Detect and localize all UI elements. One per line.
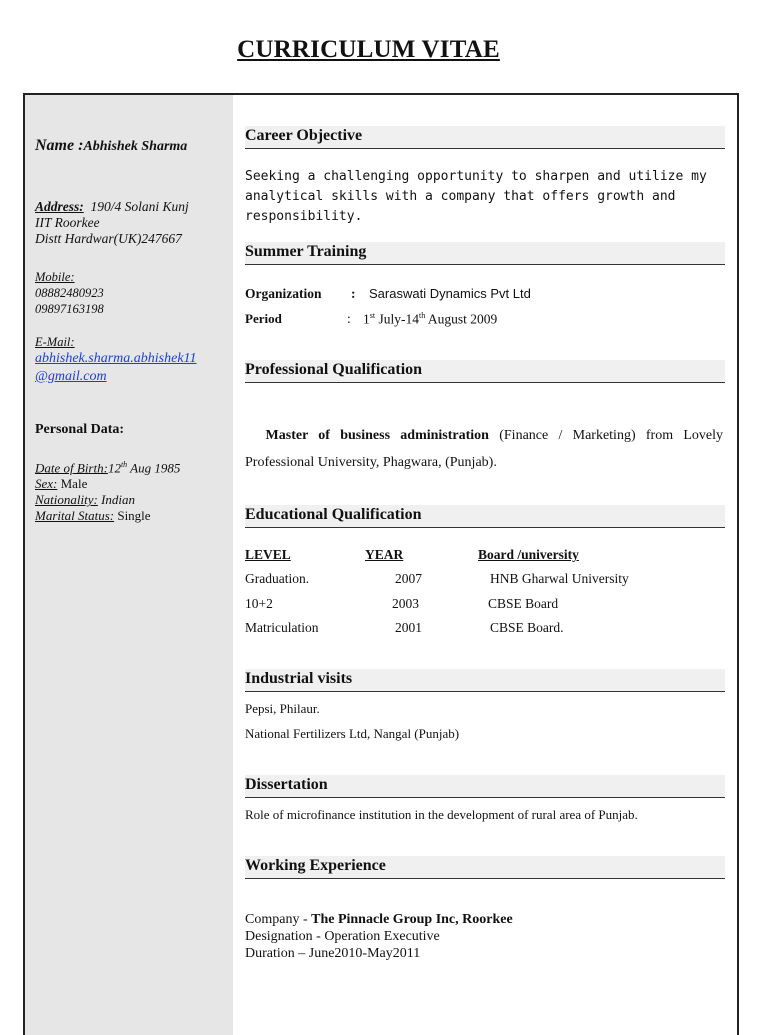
table-cell-level: Graduation. [245,571,310,586]
table-cell-level: 10+2 [245,596,273,611]
list-item: National Fertilizers Ltd, Nangal (Punjab) [245,726,460,741]
section-dissertation [245,775,725,798]
table-cell-board: HNB Gharwal University [490,571,629,586]
nationality-value: Indian [97,492,136,508]
dob-rest: Aug 1985 [127,460,181,476]
sex-value: Male [57,476,88,492]
column-header-year: YEAR [365,547,404,562]
mobile-number-2: 09897163198 [35,302,104,316]
organization-row [245,286,725,306]
email-label: E-Mail: [35,335,75,349]
designation: Designation - Operation Executive [245,929,440,944]
main-content [233,95,737,1035]
working-experience-heading: Working Experience [245,857,386,874]
dissertation-heading: Dissertation [245,776,328,793]
sex-label: Sex: [35,476,58,492]
section-educational-qualification [245,505,725,528]
table-cell-board: CBSE Board [488,596,559,611]
section-summer-training [245,242,725,265]
period-row [245,311,725,331]
professional-qualification-text [245,422,723,476]
working-experience-details [245,911,513,962]
table-cell-level: Matriculation [245,620,319,635]
career-objective-text: Seeking a challenging opportunity to sharpen and utilize my analytical skills with a company that offers growth and responsibility. [245,169,707,224]
address-line-3: Distt Hardwar(UK)247667 [35,231,182,246]
email-link-line-1[interactable]: abhishek.sharma.abhishek11 [35,351,197,366]
educational-qualification-heading: Educational Qualification [245,506,422,523]
dissertation-text: Role of microfinance institution in the development of rural area of Punjab. [245,807,638,822]
period-value: 1st July-14th August 2009 [363,311,498,327]
sidebar [25,95,233,1035]
organization-label: Organization [245,286,322,301]
section-professional-qualification [245,360,725,383]
resume-frame [23,93,739,1035]
marital-status-label: Marital Status: [35,508,115,524]
address-line-2: IIT Roorkee [35,215,100,230]
personal-data-block [35,457,180,524]
mobile-block [35,269,104,317]
column-header-level: LEVEL [245,547,291,562]
email-link-line-2[interactable]: @gmail.com [35,369,107,384]
table-row [245,620,725,638]
personal-data-heading: Personal Data: [35,422,125,437]
column-header-board: Board /university [478,547,579,562]
career-objective-heading: Career Objective [245,127,363,144]
dob-label: Date of Birth: [35,460,108,476]
nationality-label: Nationality: [35,492,98,508]
period-separator: : [347,311,351,326]
list-item: Pepsi, Philaur. [245,701,320,716]
summer-training-heading: Summer Training [245,243,367,260]
company-value: The Pinnacle Group Inc, Roorkee [311,912,513,927]
organization-separator: : [351,286,356,301]
dob-day: 12 [107,460,121,476]
name-block [35,138,187,155]
marital-status-value: Single [114,508,151,524]
address-line-1: 190/4 Solani Kunj [90,199,189,214]
address-block [35,199,189,247]
mobile-label: Mobile: [35,270,75,284]
company-label: Company - [245,912,312,927]
dob-suffix: th [120,460,128,469]
mobile-number-1: 08882480923 [35,286,104,300]
table-cell-year: 2003 [392,596,419,611]
section-industrial-visits [245,669,725,692]
section-career-objective [245,126,725,149]
name-value: Abhishek Sharma [83,139,188,154]
section-working-experience [245,856,725,879]
duration: Duration – June2010-May2011 [245,946,421,961]
email-block [35,334,197,386]
table-cell-board: CBSE Board. [490,620,564,635]
education-table-header [245,547,725,565]
table-cell-year: 2001 [395,620,422,635]
organization-value: Saraswati Dynamics Pvt Ltd [369,286,531,301]
table-row [245,571,725,589]
table-row [245,596,725,614]
table-cell-year: 2007 [395,571,422,586]
period-label: Period [245,311,282,326]
degree-name: Master of business administration [265,428,489,443]
industrial-visits-heading: Industrial visits [245,670,353,687]
name-label: Name : [35,137,84,154]
address-label: Address: [35,199,84,214]
degree-detail: (Finance / Marketing) from Lovely Professional University, Phagwara, (Punjab). [245,428,723,470]
professional-qualification-heading: Professional Qualification [245,361,423,378]
page-title: CURRICULUM VITAE [237,36,500,63]
